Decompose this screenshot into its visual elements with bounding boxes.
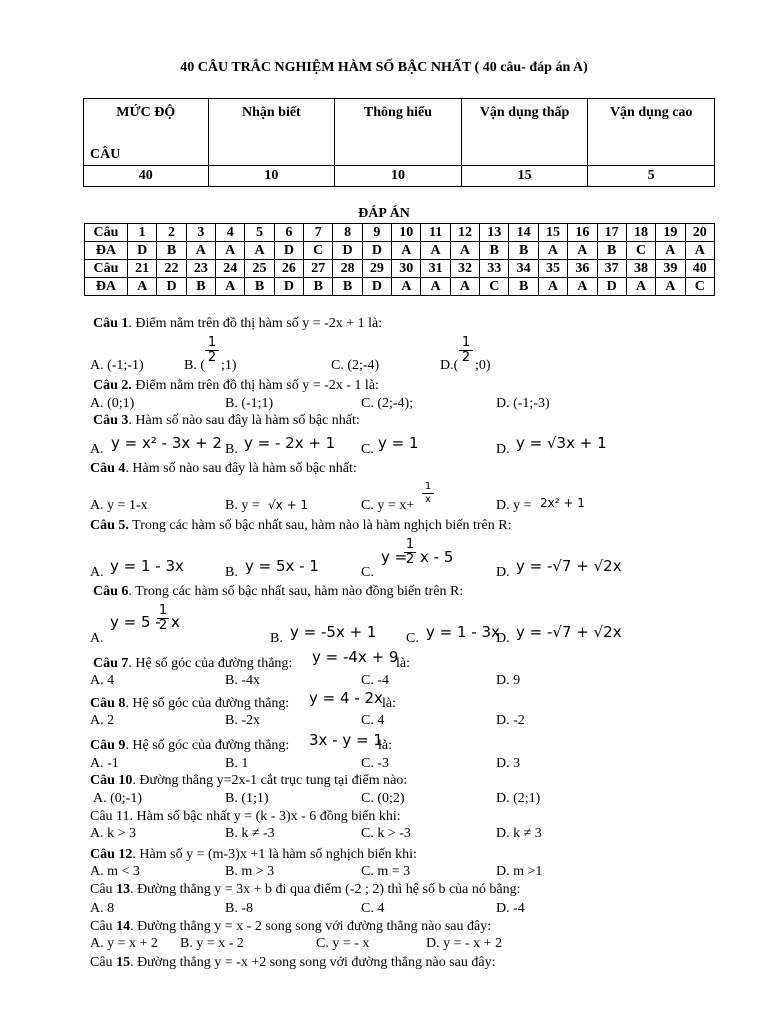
question-number: Câu 1 bbox=[93, 316, 129, 331]
answer-cell: B bbox=[186, 278, 215, 296]
answer-cell: A bbox=[186, 242, 215, 260]
option-c: C. (2;-4); bbox=[361, 396, 414, 411]
option-b: B. bbox=[225, 442, 238, 457]
fraction-numerator: 1 bbox=[424, 481, 432, 492]
option-d-formula: y = -√7 + √2x bbox=[516, 557, 622, 575]
question-1 bbox=[93, 316, 382, 332]
question-number: 13 bbox=[116, 882, 131, 897]
option-a: A. 2 bbox=[90, 713, 115, 728]
answer-cell: A bbox=[245, 242, 274, 260]
option-a: A. y = x + 2 bbox=[90, 936, 158, 951]
answer-cell: A bbox=[216, 242, 245, 260]
answer-cell: 3 bbox=[186, 224, 215, 242]
option-b-formula: √x + 1 bbox=[268, 498, 309, 512]
answer-cell: B bbox=[245, 278, 274, 296]
question-3 bbox=[93, 413, 360, 429]
fraction-one-half bbox=[205, 336, 219, 365]
question-text: . Hệ số góc của đường thẳng: bbox=[125, 696, 290, 711]
option-d: D. 3 bbox=[496, 756, 521, 771]
option-b: B. bbox=[270, 631, 283, 646]
option-b: B. -4x bbox=[225, 673, 260, 688]
level-count-cell: 10 bbox=[208, 166, 335, 187]
option-b: B. bbox=[225, 565, 238, 580]
fraction-denominator: 2 bbox=[205, 350, 219, 365]
option-b-prefix: B. ( bbox=[184, 358, 205, 373]
question-text: . Trong các hàm số bậc nhất sau, hàm nào đồng biến trên R: bbox=[128, 584, 464, 599]
answer-cell: B bbox=[157, 242, 186, 260]
question-number: Câu 10 bbox=[90, 773, 133, 788]
option-d: D. y = - x + 2 bbox=[426, 936, 503, 951]
option-d: D. y = bbox=[496, 498, 532, 513]
answer-cell: 13 bbox=[480, 224, 509, 242]
option-a-formula: y = x² - 3x + 2 bbox=[111, 434, 222, 452]
answer-cell: A bbox=[568, 242, 597, 260]
level-header-cell bbox=[335, 99, 462, 166]
option-c: C. y = - x bbox=[316, 936, 370, 951]
option-a: A. (0;1) bbox=[90, 396, 135, 411]
option-a: A. bbox=[90, 631, 104, 646]
level-header-cell bbox=[588, 99, 715, 166]
option-d: D. bbox=[496, 631, 510, 646]
fraction-numerator: 1 bbox=[461, 335, 471, 350]
level-header-cell bbox=[461, 99, 588, 166]
answer-key-title: ĐÁP ÁN bbox=[358, 206, 410, 221]
option-b: B. k ≠ -3 bbox=[225, 826, 275, 841]
option-a-formula-prefix: y = 5 - bbox=[110, 613, 161, 631]
answer-cell: 19 bbox=[656, 224, 685, 242]
fraction-denominator: 2 bbox=[158, 618, 168, 633]
answer-cell: 15 bbox=[538, 224, 567, 242]
answer-cell: 22 bbox=[157, 260, 186, 278]
question-2 bbox=[93, 378, 379, 394]
option-a: A. -1 bbox=[90, 756, 119, 771]
answer-cell: 28 bbox=[333, 260, 362, 278]
answer-cell: 24 bbox=[216, 260, 245, 278]
answer-cell: A bbox=[685, 242, 714, 260]
row-label: Câu bbox=[85, 260, 128, 278]
option-d-formula: y = √3x + 1 bbox=[516, 434, 607, 452]
option-d: D. 9 bbox=[496, 673, 521, 688]
answer-cell: D bbox=[157, 278, 186, 296]
question-7-tail: là: bbox=[396, 656, 410, 671]
answer-cell: 25 bbox=[245, 260, 274, 278]
answer-cell: C bbox=[626, 242, 655, 260]
answer-row-questions-2 bbox=[85, 260, 715, 278]
question-number: Câu 11. bbox=[90, 809, 134, 824]
answer-cell: 5 bbox=[245, 224, 274, 242]
question-8 bbox=[90, 696, 289, 712]
answer-cell: 4 bbox=[216, 224, 245, 242]
answer-cell: B bbox=[597, 242, 626, 260]
question-7-formula: y = -4x + 9 bbox=[312, 648, 399, 666]
option-d-suffix: ;0) bbox=[475, 358, 491, 373]
fraction-one-half bbox=[459, 336, 473, 365]
question-number: 14 bbox=[116, 919, 131, 934]
option-b: B. 1 bbox=[225, 756, 249, 771]
answer-cell: D bbox=[333, 242, 362, 260]
option-c-formula: y = 1 bbox=[378, 434, 419, 452]
answer-cell: 33 bbox=[480, 260, 509, 278]
answer-cell: 9 bbox=[362, 224, 391, 242]
answer-cell: 23 bbox=[186, 260, 215, 278]
option-b: B. (1;1) bbox=[225, 791, 269, 806]
option-d: D. -2 bbox=[496, 713, 525, 728]
answer-cell: D bbox=[128, 242, 157, 260]
option-a: A. 4 bbox=[90, 673, 115, 688]
question-number: Câu 4 bbox=[90, 461, 126, 476]
answer-cell: A bbox=[392, 242, 421, 260]
option-c: C. y = x+ bbox=[361, 498, 415, 513]
level-header-cell bbox=[208, 99, 335, 166]
option-c-formula: y = 1 - 3x bbox=[426, 623, 500, 641]
option-d: D. bbox=[496, 565, 510, 580]
level-label: Vận dụng thấp bbox=[479, 105, 570, 120]
question-number: Câu 8 bbox=[90, 696, 126, 711]
question-text: . Hàm số nào sau đây là hàm số bậc nhất: bbox=[128, 413, 360, 428]
question-text: . Hàm số y = (m-3)x +1 là hàm số nghịch biến khi: bbox=[132, 847, 417, 862]
question-text: . Hệ số góc của đường thẳng: bbox=[128, 656, 293, 671]
row-label: ĐA bbox=[85, 278, 128, 296]
fraction-one-half bbox=[404, 538, 416, 567]
answer-cell: 31 bbox=[421, 260, 450, 278]
answer-cell: A bbox=[538, 242, 567, 260]
question-9-formula: 3x - y = 1 bbox=[309, 731, 383, 749]
question-text: . Điểm nằm trên đồ thị hàm số y = -2x + 1 là: bbox=[128, 316, 383, 331]
row-label: ĐA bbox=[85, 242, 128, 260]
question-text: . Đường thẳng y=2x-1 cắt trục tung tại điểm nào: bbox=[132, 773, 408, 788]
option-b: B. y = x - 2 bbox=[180, 936, 244, 951]
question-text: . Đường thẳng y = 3x + b đi qua điểm (-2 ; 2) thì hệ số b của nó bằng: bbox=[130, 882, 521, 897]
answer-cell: 18 bbox=[626, 224, 655, 242]
answer-cell: D bbox=[597, 278, 626, 296]
answer-cell: D bbox=[274, 242, 303, 260]
answer-cell: C bbox=[480, 278, 509, 296]
option-a: A. k > 3 bbox=[90, 826, 137, 841]
question-7 bbox=[93, 656, 292, 672]
document-title: 40 CÂU TRẮC NGHIỆM HÀM SỐ BẬC NHẤT ( 40 câu- đáp án A) bbox=[180, 60, 588, 75]
option-c: C. (0;2) bbox=[361, 791, 405, 806]
option-d: D. -4 bbox=[496, 901, 525, 916]
total-count-cell: 40 bbox=[84, 166, 209, 187]
option-a: A. bbox=[90, 565, 104, 580]
fraction-numerator: 1 bbox=[158, 603, 168, 618]
level-label: Thông hiểu bbox=[363, 105, 432, 120]
question-15 bbox=[90, 955, 495, 971]
question-number: Câu 7 bbox=[93, 656, 129, 671]
option-b-formula: y = -5x + 1 bbox=[290, 623, 377, 641]
question-12 bbox=[90, 847, 417, 863]
answer-cell: 21 bbox=[128, 260, 157, 278]
fraction-one-over-x bbox=[422, 481, 434, 506]
option-a-formula-suffix: x bbox=[171, 613, 180, 631]
answer-cell: B bbox=[480, 242, 509, 260]
answer-cell: 20 bbox=[685, 224, 714, 242]
option-c-formula-suffix: x - 5 bbox=[420, 548, 454, 566]
option-a: A. y = 1-x bbox=[90, 498, 148, 513]
option-a: A. m < 3 bbox=[90, 864, 140, 879]
answer-cell: 30 bbox=[392, 260, 421, 278]
option-d: D. m >1 bbox=[496, 864, 543, 879]
option-d: D. (-1;-3) bbox=[496, 396, 550, 411]
level-label: Vận dụng cao bbox=[609, 105, 693, 120]
answer-cell: 8 bbox=[333, 224, 362, 242]
answer-cell: 40 bbox=[685, 260, 714, 278]
option-a-formula: y = 1 - 3x bbox=[110, 557, 184, 575]
option-c: C. bbox=[361, 442, 374, 457]
answer-cell: B bbox=[509, 242, 538, 260]
answer-cell: 39 bbox=[656, 260, 685, 278]
question-13 bbox=[90, 882, 521, 898]
level-count-cell: 5 bbox=[588, 166, 715, 187]
answer-row-answers-1 bbox=[85, 242, 715, 260]
question-number: Câu 9 bbox=[90, 738, 126, 753]
question-number-prefix: Câu bbox=[90, 882, 117, 897]
answer-cell: C bbox=[685, 278, 714, 296]
question-number-prefix: Câu bbox=[90, 955, 117, 970]
answer-cell: A bbox=[626, 278, 655, 296]
option-b: B. m > 3 bbox=[225, 864, 275, 879]
option-b-suffix: ;1) bbox=[221, 358, 237, 373]
question-4 bbox=[90, 461, 357, 477]
answer-cell: A bbox=[450, 278, 479, 296]
row-label: Câu bbox=[85, 224, 128, 242]
question-14 bbox=[90, 919, 491, 935]
question-number: Câu 3 bbox=[93, 413, 129, 428]
answer-cell: 29 bbox=[362, 260, 391, 278]
fraction-numerator: 1 bbox=[207, 335, 217, 350]
answer-key-table bbox=[84, 223, 715, 296]
answer-cell: 7 bbox=[304, 224, 333, 242]
option-c: C. 4 bbox=[361, 901, 385, 916]
option-d: D. bbox=[496, 442, 510, 457]
option-b-formula: y = - 2x + 1 bbox=[244, 434, 336, 452]
level-count-cell: 15 bbox=[461, 166, 588, 187]
option-b: B. -8 bbox=[225, 901, 253, 916]
option-c: C. -4 bbox=[361, 673, 389, 688]
answer-cell: 36 bbox=[568, 260, 597, 278]
fraction-denominator: x bbox=[422, 493, 434, 506]
question-number-prefix: Câu bbox=[90, 919, 117, 934]
answer-cell: D bbox=[362, 242, 391, 260]
question-number: Câu 12 bbox=[90, 847, 133, 862]
fraction-one-half bbox=[157, 604, 169, 633]
answer-cell: B bbox=[333, 278, 362, 296]
fraction-numerator: 1 bbox=[405, 537, 415, 552]
answer-cell: 17 bbox=[597, 224, 626, 242]
option-a: A. (0;-1) bbox=[93, 791, 142, 806]
answer-cell: 12 bbox=[450, 224, 479, 242]
option-d-formula: 2x² + 1 bbox=[540, 496, 585, 510]
answer-cell: B bbox=[509, 278, 538, 296]
question-number: Câu 6 bbox=[93, 584, 129, 599]
header-cau-label: CÂU bbox=[90, 147, 121, 162]
answer-cell: 14 bbox=[509, 224, 538, 242]
question-8-formula: y = 4 - 2x bbox=[309, 689, 383, 707]
answer-cell: D bbox=[362, 278, 391, 296]
question-text: . Hàm số nào sau đây là hàm số bậc nhất: bbox=[125, 461, 357, 476]
answer-cell: A bbox=[450, 242, 479, 260]
option-b-formula: y = 5x - 1 bbox=[245, 557, 319, 575]
option-b: B. y = bbox=[225, 498, 260, 513]
fraction-denominator: 2 bbox=[459, 350, 473, 365]
option-c: C. bbox=[361, 565, 374, 580]
question-text: . Đường thẳng y = x - 2 song song với đường thẳng nào sau đây: bbox=[130, 919, 492, 934]
option-c: C. k > -3 bbox=[361, 826, 411, 841]
answer-cell: C bbox=[304, 242, 333, 260]
answer-cell: 1 bbox=[128, 224, 157, 242]
level-label: Nhận biết bbox=[241, 105, 301, 120]
option-d: D. (2;1) bbox=[496, 791, 541, 806]
answer-row-questions-1 bbox=[85, 224, 715, 242]
question-5 bbox=[90, 518, 512, 534]
level-count-cell: 10 bbox=[335, 166, 462, 187]
option-b: B. -2x bbox=[225, 713, 260, 728]
answer-cell: D bbox=[274, 278, 303, 296]
answer-cell: 11 bbox=[421, 224, 450, 242]
question-text: Trong các hàm số bậc nhất sau, hàm nào là hàm nghịch biến trên R: bbox=[128, 518, 512, 533]
question-text: Hàm số bậc nhất y = (k - 3)x - 6 đồng biến khi: bbox=[133, 809, 401, 824]
option-c: C. 4 bbox=[361, 713, 385, 728]
answer-cell: A bbox=[421, 242, 450, 260]
option-a: A. (-1;-1) bbox=[90, 358, 144, 373]
header-cell-level bbox=[84, 99, 209, 166]
answer-row-answers-2 bbox=[85, 278, 715, 296]
answer-cell: B bbox=[304, 278, 333, 296]
answer-cell: A bbox=[216, 278, 245, 296]
question-9 bbox=[90, 738, 289, 754]
difficulty-table bbox=[83, 98, 715, 187]
question-10 bbox=[90, 773, 407, 789]
question-text: Điểm nằm trên đồ thị hàm số y = -2x - 1 là: bbox=[131, 378, 379, 393]
answer-cell: 16 bbox=[568, 224, 597, 242]
answer-cell: A bbox=[568, 278, 597, 296]
question-8-tail: là: bbox=[382, 696, 396, 711]
answer-cell: 27 bbox=[304, 260, 333, 278]
answer-cell: 26 bbox=[274, 260, 303, 278]
answer-cell: A bbox=[538, 278, 567, 296]
question-number: Câu 2. bbox=[93, 378, 132, 393]
question-6 bbox=[93, 584, 463, 600]
option-c-formula-prefix: y = bbox=[381, 548, 408, 566]
option-d: D. k ≠ 3 bbox=[496, 826, 542, 841]
answer-cell: 35 bbox=[538, 260, 567, 278]
answer-cell: 2 bbox=[157, 224, 186, 242]
option-d-prefix: D.( bbox=[440, 358, 459, 373]
question-11 bbox=[90, 809, 401, 825]
question-text: . Đường thẳng y = -x +2 song song với đường thẳng nào sau đây: bbox=[130, 955, 496, 970]
answer-cell: A bbox=[128, 278, 157, 296]
option-c: C. -3 bbox=[361, 756, 389, 771]
fraction-denominator: 2 bbox=[405, 552, 415, 567]
answer-cell: A bbox=[656, 242, 685, 260]
question-number: Câu 5. bbox=[90, 518, 129, 533]
answer-cell: 6 bbox=[274, 224, 303, 242]
option-d-formula: y = -√7 + √2x bbox=[516, 623, 622, 641]
answer-cell: 38 bbox=[626, 260, 655, 278]
question-text: . Hệ số góc của đường thẳng: bbox=[125, 738, 290, 753]
question-9-tail: là: bbox=[378, 738, 392, 753]
option-c: C. bbox=[406, 631, 419, 646]
question-number: 15 bbox=[116, 955, 131, 970]
answer-cell: 34 bbox=[509, 260, 538, 278]
option-a: A. bbox=[90, 442, 104, 457]
option-c: C. m = 3 bbox=[361, 864, 411, 879]
answer-cell: A bbox=[421, 278, 450, 296]
option-b: B. (-1;1) bbox=[225, 396, 274, 411]
answer-cell: 32 bbox=[450, 260, 479, 278]
answer-cell: A bbox=[392, 278, 421, 296]
option-c: C. (2;-4) bbox=[331, 358, 380, 373]
header-level-label: MỨC ĐỘ bbox=[116, 105, 176, 120]
answer-cell: 37 bbox=[597, 260, 626, 278]
option-a: A. 8 bbox=[90, 901, 115, 916]
answer-cell: 10 bbox=[392, 224, 421, 242]
answer-cell: A bbox=[656, 278, 685, 296]
